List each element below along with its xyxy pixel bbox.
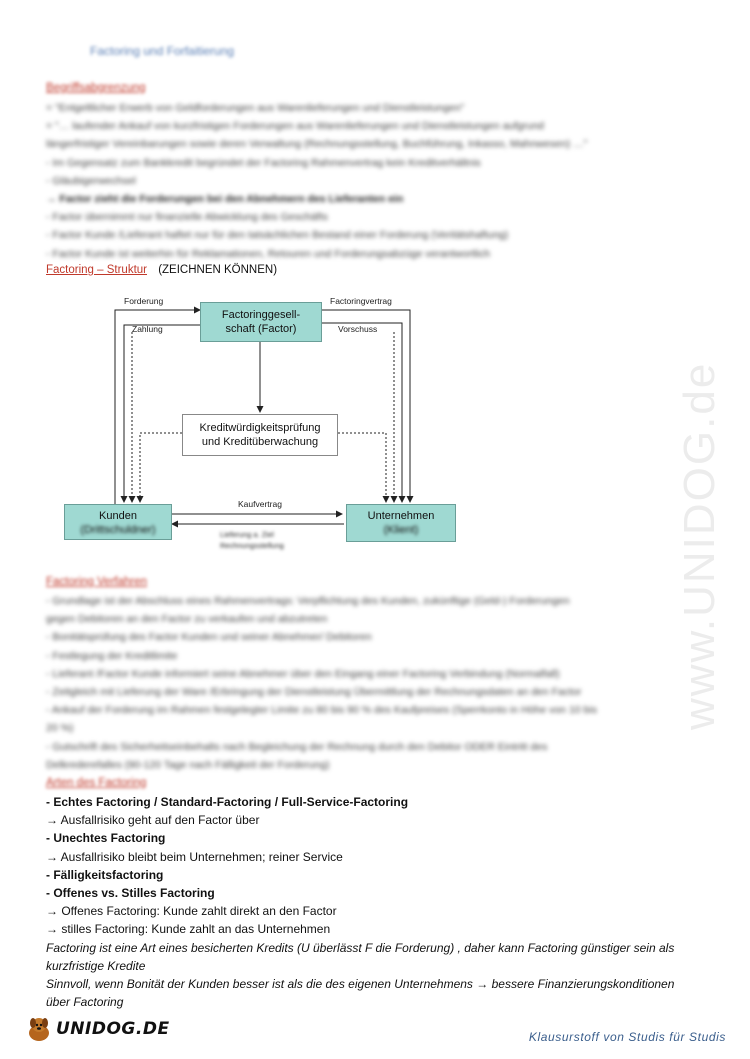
arten-item-arrow: → Ausfallrisiko bleibt beim Unternehmen; reiner Service xyxy=(46,849,343,864)
section-heading-arten: Arten des Factoring xyxy=(46,777,147,789)
begriff-line: - Factor übernimmt nur finanzielle Abwicklung des Geschäfts xyxy=(46,211,328,224)
arten-item-offen-still: - Offenes vs. Stilles Factoring xyxy=(46,886,215,901)
unidog-logo[interactable] xyxy=(24,1014,170,1044)
watermark-text: www.UNIDOG.de xyxy=(675,361,724,730)
note-kredit-1: Factoring ist eine Art eines besicherten Kredits (U überlässt F die Forderung) , daher kann Factoring günstiger sein als xyxy=(46,940,675,955)
note-bonitaet-1: Sinnvoll, wenn Bonität der Kunden besser ist als die des eigenen Unternehmens → bessere Finanzierungskonditionen xyxy=(46,977,675,992)
link-check-unternehmen xyxy=(338,433,386,502)
factoring-structure-diagram xyxy=(60,290,470,560)
section-heading-verfahren: Factoring Verfahren xyxy=(46,576,148,588)
label-kaufvertrag: Kaufvertrag xyxy=(238,499,282,509)
arrow-factoringvertrag xyxy=(322,310,410,502)
arten-item-unechtes: - Unechtes Factoring xyxy=(46,831,166,846)
box-unternehmen-line1: Unternehmen xyxy=(367,510,435,522)
box-check-line1: Kreditwürdigkeitsprüfung xyxy=(199,422,321,434)
begriff-line: → Factor zieht die Forderungen bei den Abnehmern des Lieferanten ein xyxy=(46,193,404,206)
struktur-title: Factoring – Struktur xyxy=(46,264,147,276)
label-forderung: Forderung xyxy=(124,296,164,306)
verfahren-line: - Lieferant /Factor Kunde informiert seine Abnehmer über den Eingang einer Factoring Verbindung (Normalfall) xyxy=(46,667,560,680)
box-kunden-line1: Kunden xyxy=(99,510,137,522)
begriff-line: längerfristiger Vereinbarungen sowie deren Verwaltung (Rechnungsstellung, Buchführung, Inkasso, Mahnwesen) …" xyxy=(46,138,588,151)
dog-icon xyxy=(24,1014,54,1044)
verfahren-line: Delkrederefalles (90-120 Tage nach Fälligkeit der Forderung) xyxy=(46,758,330,771)
section-heading-struktur xyxy=(46,264,277,276)
begriff-line: = "Entgeltlicher Erwerb von Geldforderungen aus Warenlieferungen und Dienstleistungen" xyxy=(46,102,465,114)
box-check-line2: und Kreditüberwachung xyxy=(201,436,319,448)
verfahren-line: 20 %) xyxy=(46,722,74,735)
logo-text: UNIDOG.DE xyxy=(56,1019,170,1039)
arten-item-arrow: → Ausfallrisiko geht auf den Factor über xyxy=(46,813,260,828)
begriff-text xyxy=(46,99,716,263)
verfahren-line: gegen Debitoren an den Factor zu verkaufen und abzutreten xyxy=(46,613,328,626)
note-kredit-2: kurzfristige Kredite xyxy=(46,958,146,973)
arrow-vorschuss xyxy=(322,323,402,502)
struktur-note: (ZEICHNEN KÖNNEN) xyxy=(158,264,278,276)
begriff-line: - Gläubigerwechsel xyxy=(46,174,136,187)
verfahren-line: - Bonitätsprüfung des Factor Kunden und seiner Abnehmer/ Debitoren xyxy=(46,631,372,644)
box-unternehmen-line2: (Klient) xyxy=(383,524,419,536)
box-kunden-line2: (Drittschuldner) xyxy=(80,524,156,536)
verfahren-line: - Festlegung der Kreditlimite xyxy=(46,649,178,662)
link-check-kunden xyxy=(140,433,182,502)
label-factoringvertrag: Factoringvertrag xyxy=(330,296,392,306)
footer-slogan: Klausurstoff von Studis für Studis xyxy=(528,1030,726,1044)
section-heading-begriff: Begriffsabgrenzung xyxy=(46,82,146,94)
arrow-forderung xyxy=(115,310,200,505)
verfahren-line: - Gutschrift des Sicherheitseinbehalts nach Begleichung der Rechnung durch den Debitor ODER Eintritt des xyxy=(46,740,548,753)
note-bonitaet-2: über Factoring xyxy=(46,995,124,1010)
label-rechnung: Rechnungsstellung xyxy=(220,541,284,550)
begriff-line: - Im Gegensatz zum Bankkredit begründet der Factoring Rahmenvertrag kein Kreditverhältnis xyxy=(46,156,481,169)
label-lieferung: Lieferung a. Ziel xyxy=(220,530,274,539)
document-title: Factoring und Forfaitierung xyxy=(90,44,235,58)
box-factor-line2: schaft (Factor) xyxy=(225,323,297,335)
arten-item-faelligkeit: - Fälligkeitsfactoring xyxy=(46,867,164,882)
box-kreditpruefung xyxy=(182,414,338,456)
arten-item-echtes: - Echtes Factoring / Standard-Factoring / Full-Service-Factoring xyxy=(46,795,409,809)
begriff-line: - Factor Kunde /Lieferant haftet nur für den tatsächlichen Bestand einer Forderung (Veritätshaftung) xyxy=(46,229,509,242)
begriff-line: - Factor Kunde ist weiterhin für Reklamationen, Retouren und Forderungsabzüge verantwortlich xyxy=(46,247,491,260)
box-kunden xyxy=(64,504,172,540)
label-vorschuss: Vorschuss xyxy=(338,324,378,334)
arten-item-arrow: → stilles Factoring: Kunde zahlt an das Unternehmen xyxy=(46,922,331,937)
label-zahlung: Zahlung xyxy=(132,324,163,334)
begriff-line: = "… laufender Ankauf von kurzfristigen Forderungen aus Warenlieferungen und Dienstleistungen aufgrund xyxy=(46,120,545,133)
verfahren-text xyxy=(46,592,716,774)
verfahren-line: - Grundlage ist der Abschluss eines Rahmenvertrags: Verpflichtung des Kunden, zukünftige (Geld-) Forderungen xyxy=(46,595,570,607)
box-factor xyxy=(200,302,322,342)
box-unternehmen xyxy=(346,504,456,542)
arten-list xyxy=(46,793,716,1011)
verfahren-line: - Zeitgleich mit Lieferung der Ware /Erbringung der Dienstleistung Übermittlung der Rechnungsdaten an den Factor xyxy=(46,686,582,699)
box-factor-line1: Factoringgesell- xyxy=(221,309,301,321)
verfahren-line: - Ankauf der Forderung im Rahmen festgelegter Limite zu 80 bis 90 % des Kaufpreises (Sperrkonto in Höhe von 10 bis xyxy=(46,704,597,717)
arten-item-arrow: → Offenes Factoring: Kunde zahlt direkt an den Factor xyxy=(46,904,337,919)
